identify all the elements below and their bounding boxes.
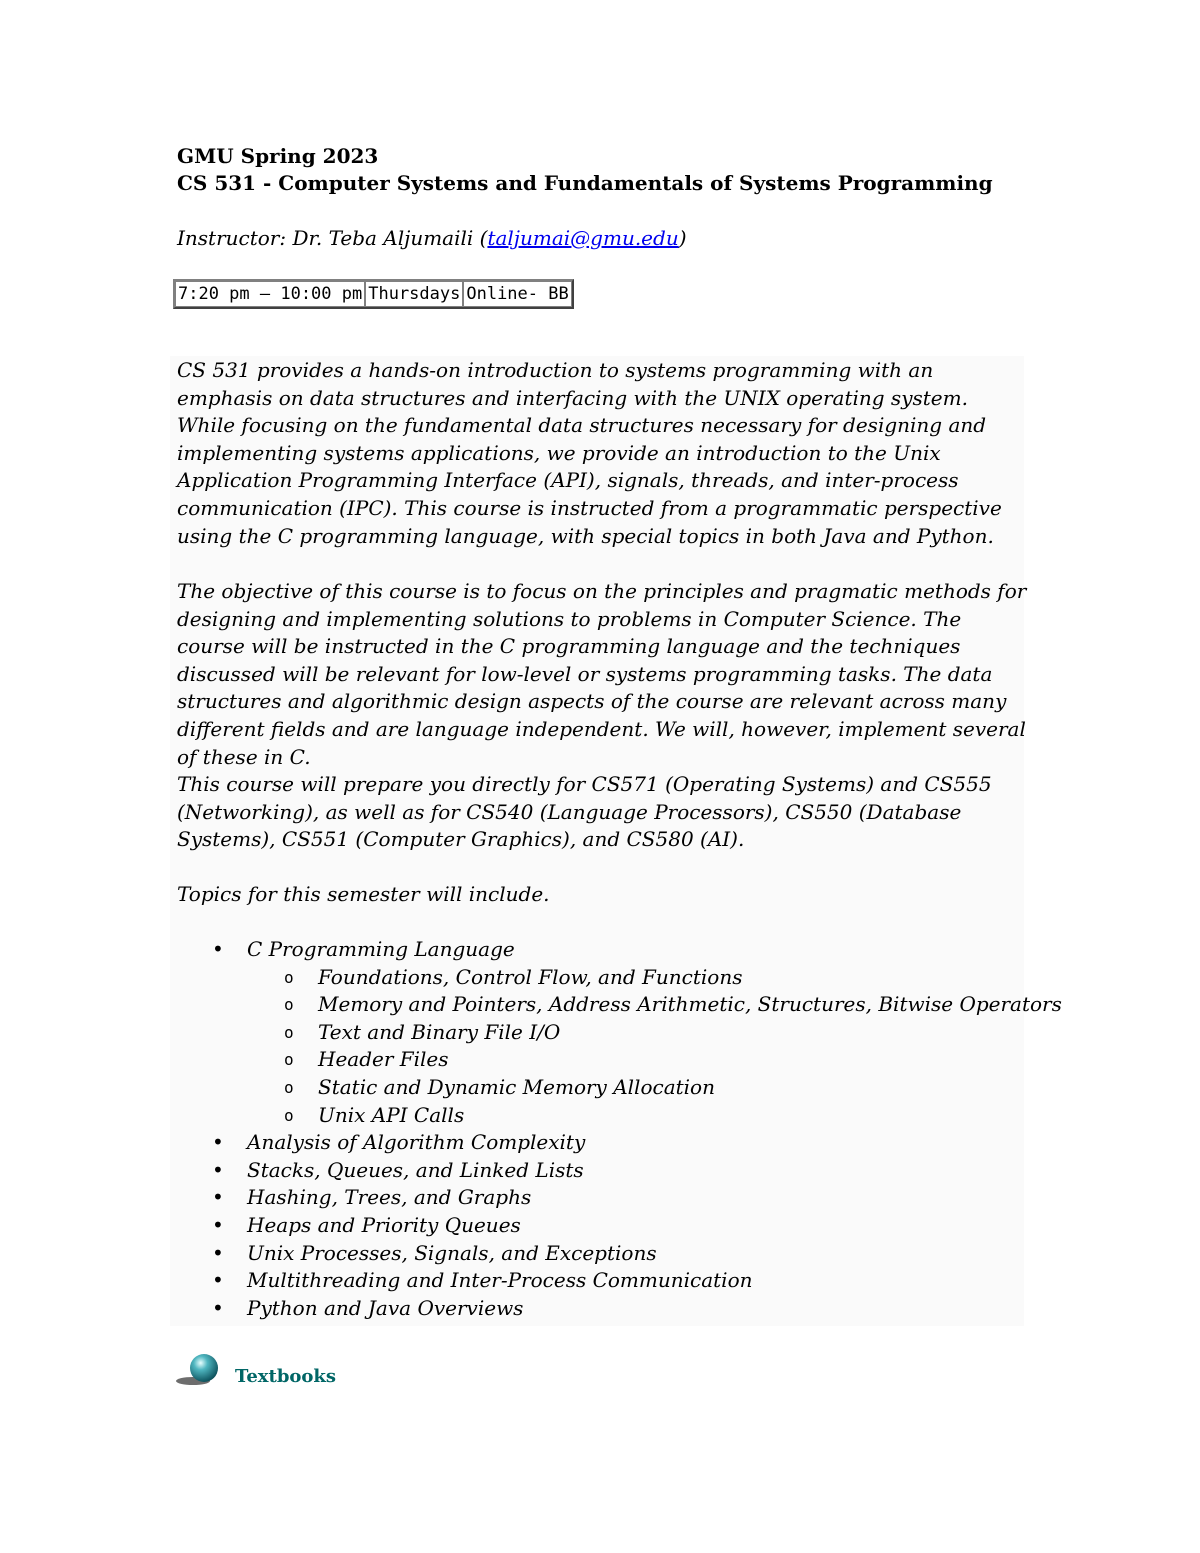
list-item bbox=[177, 936, 1037, 964]
bullet-icon: • bbox=[212, 1240, 224, 1265]
bullet-icon: • bbox=[212, 1268, 224, 1293]
sub-list-item bbox=[177, 1019, 1037, 1047]
sub-list-item-label: Memory and Pointers, Address Arithmetic, Structures, Bitwise Operators bbox=[318, 992, 1062, 1017]
bullet-icon: • bbox=[212, 1130, 224, 1155]
course-preparation: This course will prepare you directly for CS571 (Operating Systems) and CS555 (Networking), as well as for CS540 (Language Processors), CS550 (Database Systems), CS551 (Computer Graphics), and CS580 (AI). bbox=[177, 772, 992, 852]
sub-list-item-label: Header Files bbox=[318, 1047, 449, 1072]
schedule-day: Thursdays bbox=[365, 281, 463, 307]
list-item bbox=[177, 1267, 1037, 1295]
circle-bullet-icon: o bbox=[284, 967, 294, 987]
list-item-label: Unix Processes, Signals, and Exceptions bbox=[247, 1240, 657, 1265]
sub-list-item bbox=[177, 1074, 1037, 1102]
textbooks-heading: Textbooks bbox=[235, 1366, 337, 1387]
circle-bullet-icon: o bbox=[284, 1077, 294, 1097]
circle-bullet-icon: o bbox=[284, 1050, 294, 1070]
list-item-label: Heaps and Priority Queues bbox=[247, 1212, 521, 1237]
course-description: CS 531 provides a hands-on introduction to systems programming with an emphasis on data structures and interfacing with the UNIX operating system. While focusing on the fundamental data structures necessary for designing and implementing systems applications, we provide an introduction to the Unix Application Programming Interface (API), signals, threads, and inter-process communication (IPC). This course is instructed from a programmatic perspective using the C programming language, with special topics in both Java and Python. bbox=[177, 358, 1002, 548]
schedule-location: Online- BB bbox=[463, 281, 571, 307]
course-objective: The objective of this course is to focus on the principles and pragmatic methods for designing and implementing solutions to problems in Computer Science. The course will be instructed in the C programming language and the techniques discussed will be relevant for low-level or systems programming tasks. The data structures and algorithmic design aspects of the course are relevant across many different fields and are language independent. We will, however, implement several of these in C. bbox=[177, 579, 1027, 769]
sub-list-item-label: Foundations, Control Flow, and Functions bbox=[318, 964, 743, 989]
bullet-icon: • bbox=[212, 1185, 224, 1210]
sphere-bullet-icon bbox=[175, 1351, 221, 1387]
circle-bullet-icon: o bbox=[284, 995, 294, 1015]
list-item-label: Analysis of Algorithm Complexity bbox=[247, 1130, 586, 1155]
schedule-table bbox=[173, 279, 574, 309]
sub-list-item bbox=[177, 1046, 1037, 1074]
term-heading: GMU Spring 2023 bbox=[177, 144, 379, 168]
instructor-suffix: ) bbox=[678, 226, 687, 250]
list-item-label: Stacks, Queues, and Linked Lists bbox=[247, 1157, 584, 1182]
list-item bbox=[177, 1184, 1037, 1212]
instructor-line bbox=[177, 224, 687, 252]
topics-intro: Topics for this semester will include. bbox=[177, 882, 550, 906]
schedule-time: 7:20 pm – 10:00 pm bbox=[175, 281, 365, 307]
sub-list-item-label: Unix API Calls bbox=[318, 1102, 465, 1127]
list-item bbox=[177, 1129, 1037, 1157]
list-item bbox=[177, 1240, 1037, 1268]
list-item-label: Hashing, Trees, and Graphs bbox=[247, 1185, 532, 1210]
sub-list-item bbox=[177, 964, 1037, 992]
list-item bbox=[177, 1157, 1037, 1185]
bullet-icon: • bbox=[212, 1157, 224, 1182]
topics-list bbox=[177, 936, 1062, 1322]
circle-bullet-icon: o bbox=[284, 1022, 294, 1042]
circle-bullet-icon: o bbox=[284, 1105, 294, 1125]
sub-list-item-label: Static and Dynamic Memory Allocation bbox=[318, 1074, 715, 1099]
sub-list-item bbox=[177, 991, 1062, 1019]
bullet-icon: • bbox=[212, 1295, 224, 1320]
instructor-email-link[interactable]: taljumai@gmu.edu bbox=[487, 226, 679, 250]
sub-list-item bbox=[177, 1102, 1037, 1130]
list-item-label: C Programming Language bbox=[247, 937, 515, 961]
course-title: CS 531 - Computer Systems and Fundamentals of Systems Programming bbox=[177, 171, 993, 195]
list-item bbox=[177, 1295, 1037, 1323]
bullet-icon: • bbox=[212, 937, 224, 961]
bullet-icon: • bbox=[212, 1212, 224, 1237]
list-item-label: Multithreading and Inter-Process Communication bbox=[247, 1268, 753, 1293]
list-item-label: Python and Java Overviews bbox=[247, 1295, 524, 1320]
sub-list-item-label: Text and Binary File I/O bbox=[318, 1019, 561, 1044]
instructor-label: Instructor: Dr. Teba Aljumaili ( bbox=[177, 226, 488, 250]
list-item bbox=[177, 1212, 1037, 1240]
